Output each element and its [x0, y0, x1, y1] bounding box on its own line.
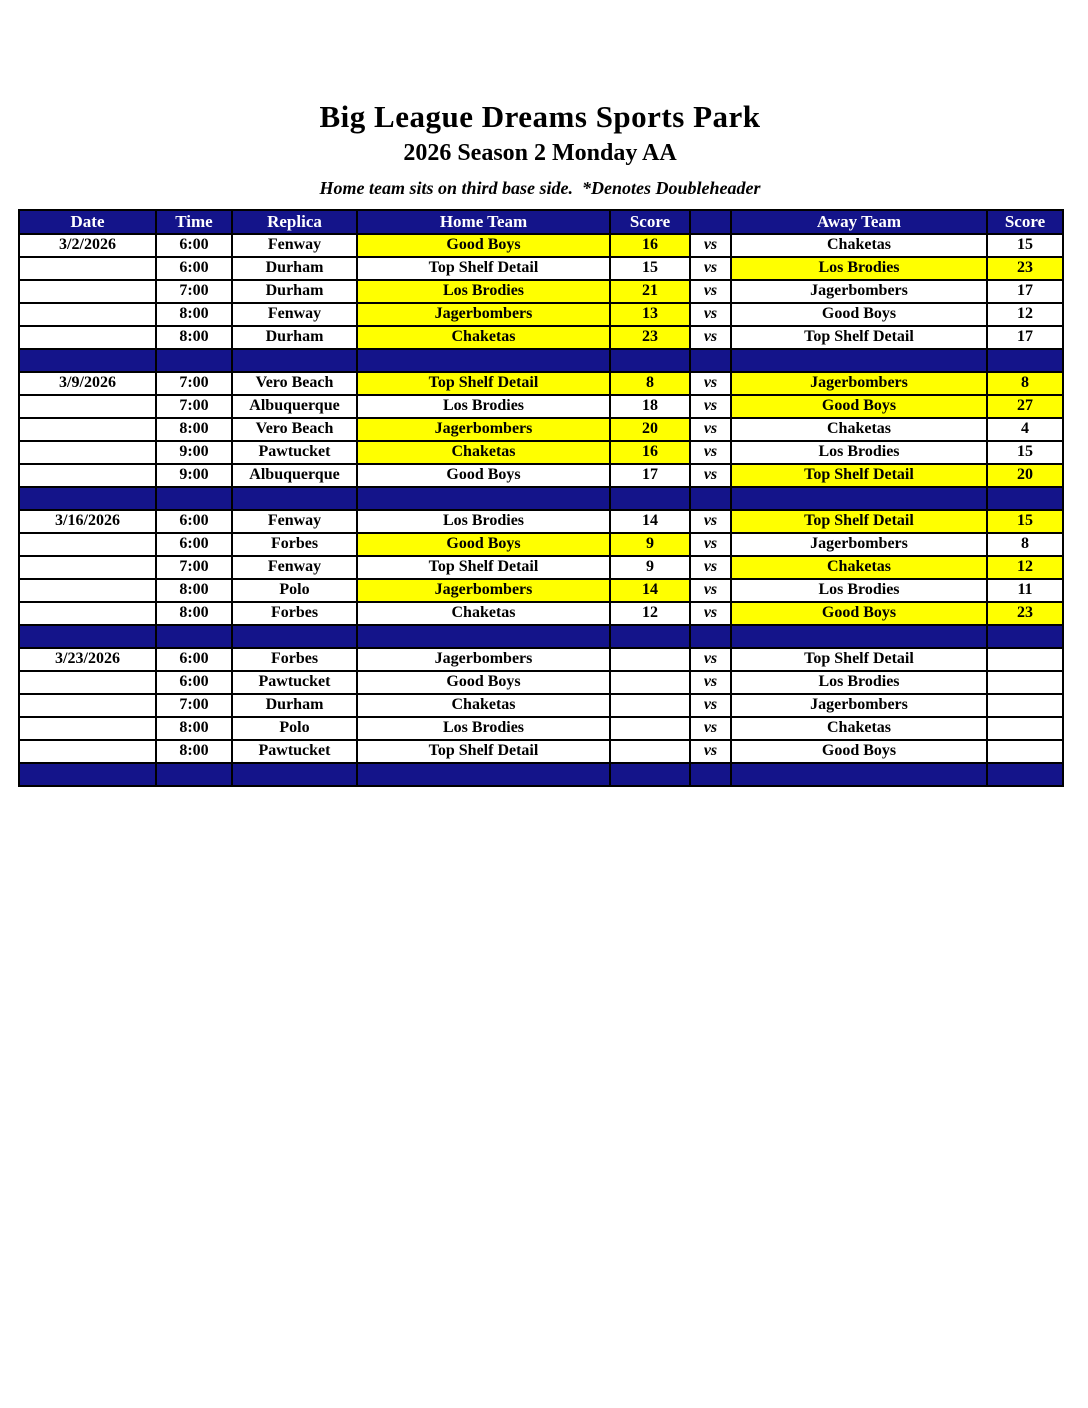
separator-cell	[19, 349, 156, 372]
away-score-cell: 15	[987, 441, 1063, 464]
replica-cell: Pawtucket	[232, 671, 357, 694]
home-team-cell: Chaketas	[357, 326, 610, 349]
separator-cell	[731, 349, 987, 372]
page-title: Big League Dreams Sports Park	[319, 99, 761, 134]
replica-cell: Durham	[232, 257, 357, 280]
home-team-cell: Chaketas	[357, 441, 610, 464]
date-cell	[19, 464, 156, 487]
away-score-cell: 20	[987, 464, 1063, 487]
home-score-cell	[610, 671, 690, 694]
vs-cell: vs	[690, 303, 731, 326]
separator-cell	[156, 625, 232, 648]
vs-cell: vs	[690, 257, 731, 280]
away-score-cell: 8	[987, 533, 1063, 556]
time-cell: 8:00	[156, 602, 232, 625]
date-cell	[19, 533, 156, 556]
home-team-cell: Good Boys	[357, 671, 610, 694]
separator-row	[19, 763, 1063, 786]
home-team-cell: Los Brodies	[357, 395, 610, 418]
separator-row	[19, 487, 1063, 510]
time-cell: 7:00	[156, 395, 232, 418]
game-row	[19, 234, 1063, 257]
home-team-cell: Jagerbombers	[357, 648, 610, 671]
header-time: Time	[156, 210, 232, 234]
separator-cell	[357, 763, 610, 786]
home-score-cell: 16	[610, 441, 690, 464]
away-team-cell: Los Brodies	[731, 579, 987, 602]
vs-cell: vs	[690, 579, 731, 602]
away-score-cell: 11	[987, 579, 1063, 602]
header-away-team: Away Team	[731, 210, 987, 234]
separator-cell	[690, 349, 731, 372]
time-cell: 7:00	[156, 556, 232, 579]
time-cell: 7:00	[156, 372, 232, 395]
time-cell: 6:00	[156, 510, 232, 533]
away-team-cell: Good Boys	[731, 303, 987, 326]
away-score-cell: 8	[987, 372, 1063, 395]
away-team-cell: Top Shelf Detail	[731, 326, 987, 349]
separator-cell	[232, 487, 357, 510]
away-score-cell: 15	[987, 510, 1063, 533]
date-cell	[19, 326, 156, 349]
replica-cell: Durham	[232, 694, 357, 717]
time-cell: 8:00	[156, 303, 232, 326]
home-score-cell	[610, 717, 690, 740]
separator-row	[19, 625, 1063, 648]
separator-cell	[357, 487, 610, 510]
vs-cell: vs	[690, 326, 731, 349]
separator-cell	[156, 487, 232, 510]
home-score-cell: 17	[610, 464, 690, 487]
date-cell	[19, 395, 156, 418]
away-team-cell: Jagerbombers	[731, 694, 987, 717]
game-row	[19, 303, 1063, 326]
away-score-cell	[987, 671, 1063, 694]
separator-cell	[357, 625, 610, 648]
game-row	[19, 280, 1063, 303]
away-team-cell: Los Brodies	[731, 671, 987, 694]
game-row	[19, 740, 1063, 763]
vs-cell: vs	[690, 717, 731, 740]
away-score-cell	[987, 694, 1063, 717]
away-team-cell: Top Shelf Detail	[731, 510, 987, 533]
game-row	[19, 602, 1063, 625]
separator-cell	[731, 625, 987, 648]
separator-cell	[19, 625, 156, 648]
game-row	[19, 464, 1063, 487]
header-home-team: Home Team	[357, 210, 610, 234]
away-score-cell	[987, 717, 1063, 740]
away-team-cell: Chaketas	[731, 556, 987, 579]
separator-cell	[610, 763, 690, 786]
home-team-cell: Top Shelf Detail	[357, 740, 610, 763]
date-cell: 3/23/2026	[19, 648, 156, 671]
separator-cell	[357, 349, 610, 372]
separator-cell	[731, 763, 987, 786]
home-score-cell: 16	[610, 234, 690, 257]
away-team-cell: Good Boys	[731, 395, 987, 418]
home-team-cell: Chaketas	[357, 694, 610, 717]
away-score-cell: 17	[987, 326, 1063, 349]
home-score-cell: 14	[610, 579, 690, 602]
home-team-cell: Good Boys	[357, 234, 610, 257]
away-score-cell: 15	[987, 234, 1063, 257]
date-cell	[19, 740, 156, 763]
home-score-cell: 18	[610, 395, 690, 418]
separator-cell	[610, 487, 690, 510]
home-team-cell: Los Brodies	[357, 717, 610, 740]
home-team-cell: Jagerbombers	[357, 579, 610, 602]
date-cell	[19, 303, 156, 326]
replica-cell: Pawtucket	[232, 441, 357, 464]
game-row	[19, 372, 1063, 395]
schedule-table	[18, 209, 1064, 787]
replica-cell: Fenway	[232, 556, 357, 579]
separator-cell	[156, 349, 232, 372]
replica-cell: Fenway	[232, 510, 357, 533]
separator-cell	[731, 487, 987, 510]
header-away-score: Score	[987, 210, 1063, 234]
time-cell: 7:00	[156, 280, 232, 303]
vs-cell: vs	[690, 510, 731, 533]
page-note: Home team sits on third base side. *Denotes Doubleheader	[319, 178, 761, 198]
separator-cell	[690, 487, 731, 510]
home-team-cell: Chaketas	[357, 602, 610, 625]
vs-cell: vs	[690, 556, 731, 579]
time-cell: 6:00	[156, 533, 232, 556]
home-score-cell: 9	[610, 533, 690, 556]
separator-cell	[987, 487, 1063, 510]
vs-cell: vs	[690, 533, 731, 556]
home-score-cell: 14	[610, 510, 690, 533]
home-team-cell: Jagerbombers	[357, 303, 610, 326]
replica-cell: Forbes	[232, 648, 357, 671]
away-score-cell: 12	[987, 556, 1063, 579]
away-team-cell: Top Shelf Detail	[731, 464, 987, 487]
away-team-cell: Good Boys	[731, 740, 987, 763]
replica-cell: Pawtucket	[232, 740, 357, 763]
vs-cell: vs	[690, 441, 731, 464]
away-team-cell: Jagerbombers	[731, 372, 987, 395]
home-score-cell: 12	[610, 602, 690, 625]
game-row	[19, 556, 1063, 579]
game-row	[19, 441, 1063, 464]
replica-cell: Vero Beach	[232, 372, 357, 395]
vs-cell: vs	[690, 280, 731, 303]
replica-cell: Durham	[232, 280, 357, 303]
game-row	[19, 533, 1063, 556]
game-row	[19, 717, 1063, 740]
game-row	[19, 326, 1063, 349]
vs-cell: vs	[690, 464, 731, 487]
separator-cell	[232, 349, 357, 372]
away-team-cell: Jagerbombers	[731, 533, 987, 556]
separator-cell	[610, 349, 690, 372]
date-cell: 3/2/2026	[19, 234, 156, 257]
separator-cell	[690, 625, 731, 648]
vs-cell: vs	[690, 740, 731, 763]
replica-cell: Fenway	[232, 234, 357, 257]
away-score-cell: 27	[987, 395, 1063, 418]
date-cell	[19, 441, 156, 464]
date-cell	[19, 556, 156, 579]
away-team-cell: Chaketas	[731, 234, 987, 257]
home-team-cell: Good Boys	[357, 464, 610, 487]
time-cell: 9:00	[156, 441, 232, 464]
date-cell	[19, 579, 156, 602]
separator-cell	[156, 763, 232, 786]
game-row	[19, 510, 1063, 533]
replica-cell: Forbes	[232, 602, 357, 625]
separator-cell	[232, 763, 357, 786]
date-cell	[19, 694, 156, 717]
home-score-cell: 13	[610, 303, 690, 326]
date-cell: 3/9/2026	[19, 372, 156, 395]
game-row	[19, 579, 1063, 602]
home-score-cell: 20	[610, 418, 690, 441]
separator-row	[19, 349, 1063, 372]
time-cell: 8:00	[156, 326, 232, 349]
vs-cell: vs	[690, 648, 731, 671]
page-subtitle: 2026 Season 2 Monday AA	[403, 140, 677, 166]
game-row	[19, 257, 1063, 280]
replica-cell: Forbes	[232, 533, 357, 556]
game-row	[19, 671, 1063, 694]
away-team-cell: Top Shelf Detail	[731, 648, 987, 671]
separator-cell	[19, 763, 156, 786]
date-cell	[19, 602, 156, 625]
schedule-sheet	[18, 0, 1062, 787]
home-team-cell: Top Shelf Detail	[357, 372, 610, 395]
separator-cell	[987, 625, 1063, 648]
home-score-cell	[610, 648, 690, 671]
vs-cell: vs	[690, 372, 731, 395]
home-team-cell: Top Shelf Detail	[357, 257, 610, 280]
vs-cell: vs	[690, 694, 731, 717]
away-score-cell: 12	[987, 303, 1063, 326]
time-cell: 7:00	[156, 694, 232, 717]
home-score-cell: 15	[610, 257, 690, 280]
header-vs	[690, 210, 731, 234]
away-team-cell: Good Boys	[731, 602, 987, 625]
separator-cell	[987, 763, 1063, 786]
vs-cell: vs	[690, 671, 731, 694]
date-cell	[19, 280, 156, 303]
home-score-cell	[610, 740, 690, 763]
time-cell: 8:00	[156, 740, 232, 763]
home-team-cell: Jagerbombers	[357, 418, 610, 441]
replica-cell: Fenway	[232, 303, 357, 326]
header-home-score: Score	[610, 210, 690, 234]
game-row	[19, 648, 1063, 671]
date-cell	[19, 671, 156, 694]
home-team-cell: Top Shelf Detail	[357, 556, 610, 579]
time-cell: 6:00	[156, 234, 232, 257]
time-cell: 8:00	[156, 418, 232, 441]
home-team-cell: Los Brodies	[357, 280, 610, 303]
separator-cell	[610, 625, 690, 648]
away-score-cell: 23	[987, 602, 1063, 625]
date-cell: 3/16/2026	[19, 510, 156, 533]
separator-cell	[987, 349, 1063, 372]
header-replica: Replica	[232, 210, 357, 234]
home-score-cell	[610, 694, 690, 717]
away-score-cell: 17	[987, 280, 1063, 303]
replica-cell: Polo	[232, 579, 357, 602]
game-row	[19, 694, 1063, 717]
away-team-cell: Los Brodies	[731, 257, 987, 280]
home-team-cell: Los Brodies	[357, 510, 610, 533]
table-header-row	[19, 210, 1063, 234]
separator-cell	[232, 625, 357, 648]
away-score-cell: 4	[987, 418, 1063, 441]
away-team-cell: Los Brodies	[731, 441, 987, 464]
home-team-cell: Good Boys	[357, 533, 610, 556]
vs-cell: vs	[690, 395, 731, 418]
replica-cell: Albuquerque	[232, 464, 357, 487]
date-cell	[19, 418, 156, 441]
separator-cell	[19, 487, 156, 510]
time-cell: 6:00	[156, 671, 232, 694]
vs-cell: vs	[690, 602, 731, 625]
home-score-cell: 21	[610, 280, 690, 303]
away-team-cell: Chaketas	[731, 418, 987, 441]
header-date: Date	[19, 210, 156, 234]
time-cell: 8:00	[156, 579, 232, 602]
replica-cell: Albuquerque	[232, 395, 357, 418]
replica-cell: Durham	[232, 326, 357, 349]
time-cell: 9:00	[156, 464, 232, 487]
game-row	[19, 418, 1063, 441]
date-cell	[19, 257, 156, 280]
vs-cell: vs	[690, 418, 731, 441]
home-score-cell: 9	[610, 556, 690, 579]
away-score-cell	[987, 740, 1063, 763]
time-cell: 8:00	[156, 717, 232, 740]
date-cell	[19, 717, 156, 740]
home-score-cell: 23	[610, 326, 690, 349]
replica-cell: Vero Beach	[232, 418, 357, 441]
home-score-cell: 8	[610, 372, 690, 395]
game-row	[19, 395, 1063, 418]
time-cell: 6:00	[156, 257, 232, 280]
away-team-cell: Jagerbombers	[731, 280, 987, 303]
away-team-cell: Chaketas	[731, 717, 987, 740]
away-score-cell: 23	[987, 257, 1063, 280]
vs-cell: vs	[690, 234, 731, 257]
away-score-cell	[987, 648, 1063, 671]
separator-cell	[690, 763, 731, 786]
time-cell: 6:00	[156, 648, 232, 671]
replica-cell: Polo	[232, 717, 357, 740]
